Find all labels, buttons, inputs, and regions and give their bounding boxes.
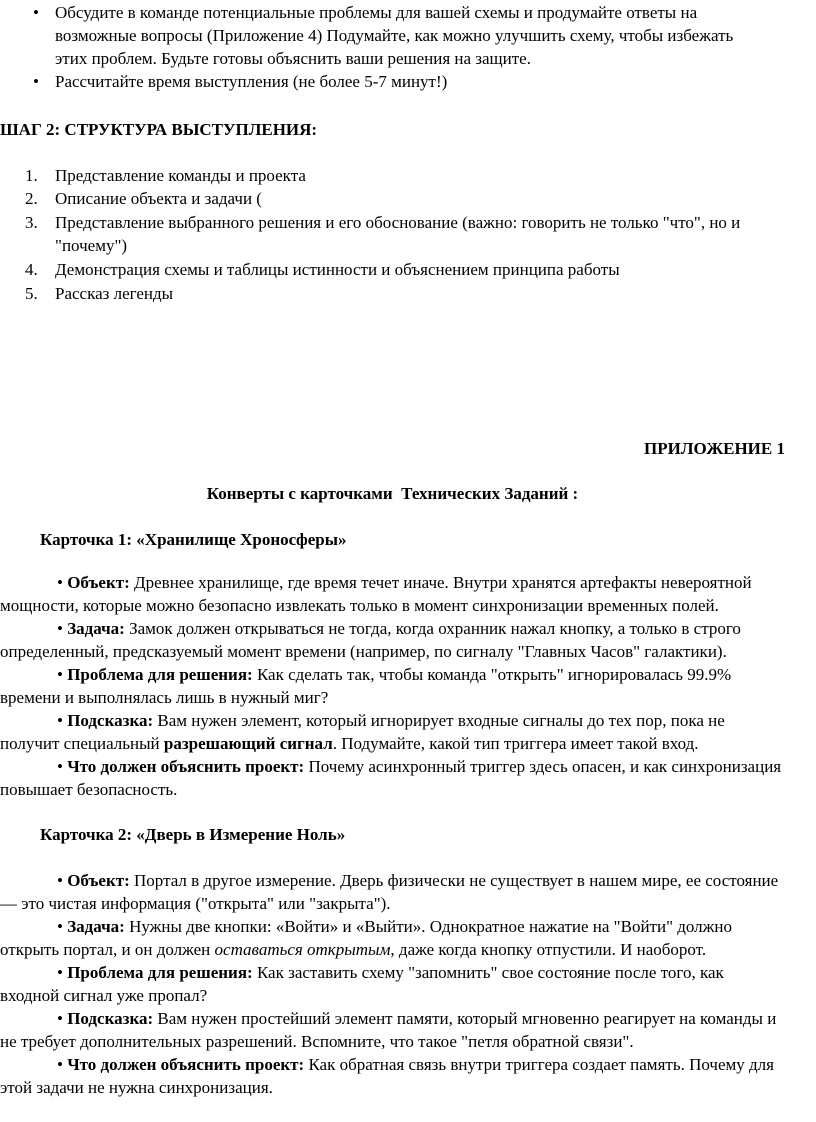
list-item <box>25 164 306 187</box>
card-item <box>0 961 724 1007</box>
item-text: Вам нужен элемент, который игнорирует входные сигналы до тех пор, пока не получит специальный <box>0 711 725 753</box>
item-text: Как сделать так, чтобы команда "открыть" игнорировалась 99.9% времени и выполнялась лишь в нужный миг? <box>0 665 732 707</box>
item-lead: Подсказка: <box>67 711 154 730</box>
item-text: . Подумайте, какой тип триггера имеет такой вход. <box>332 734 699 753</box>
card-item <box>0 1007 776 1053</box>
item-text: Почему асинхронный триггер здесь опасен, и как синхронизация повышает безопасность. <box>0 757 782 799</box>
item-lead: Задача: <box>67 917 125 936</box>
list-number: 2. <box>25 189 38 208</box>
appendix-subtitle: Конверты с карточками Технических Заданий : <box>206 484 579 503</box>
item-lead: Проблема для решения: <box>67 963 253 982</box>
bullet-marker: • <box>57 619 63 638</box>
item-lead: Объект: <box>67 573 130 592</box>
bullet-marker: • <box>57 917 63 936</box>
intro-bullet <box>33 1 734 70</box>
item-lead: Что должен объяснить проект: <box>67 1055 305 1074</box>
item-lead: Задача: <box>67 619 125 638</box>
list-item <box>25 211 741 257</box>
section-heading: ШАГ 2: СТРУКТУРА ВЫСТУПЛЕНИЯ: <box>0 120 318 139</box>
list-item <box>25 282 174 305</box>
bullet-text: Рассчитайте время выступления (не более 5-7 минут!) <box>55 72 448 91</box>
intro-bullet <box>33 70 448 93</box>
list-text: Представление команды и проекта <box>55 166 306 185</box>
bullet-text: Обсудите в команде потенциальные проблемы для вашей схемы и продумайте ответы на возможные вопросы (Приложение 4) Подумайте, как можно улучшить схему, чтобы избежать этих проблем. Будьте готовы объяснить ваши решения на защите. <box>55 3 734 68</box>
bullet-marker: • <box>57 665 63 684</box>
list-number: 3. <box>25 213 38 232</box>
bullet-marker: • <box>57 871 63 890</box>
list-item <box>25 258 620 281</box>
item-text: Вам нужен простейший элемент памяти, который мгновенно реагирует на команды и не требует дополнительных разрешений. Вспомните, что такое "петля обратной связи". <box>0 1009 777 1051</box>
bullet-marker: • <box>33 72 39 91</box>
bullet-marker: • <box>33 3 39 22</box>
list-text: Описание объекта и задачи ( <box>55 189 262 208</box>
list-text: Рассказ легенды <box>55 284 174 303</box>
list-text: Представление выбранного решения и его обоснование (важно: говорить не только "что", но и "почему") <box>55 213 741 255</box>
bullet-marker: • <box>57 1055 63 1074</box>
list-number: 5. <box>25 284 38 303</box>
card-item <box>0 663 731 709</box>
list-item <box>25 187 262 210</box>
card-item <box>0 617 741 663</box>
list-number: 1. <box>25 166 38 185</box>
card-item <box>0 571 752 617</box>
bullet-marker: • <box>57 963 63 982</box>
list-text: Демонстрация схемы и таблицы истинности и объяснением принципа работы <box>55 260 620 279</box>
card-title: Карточка 2: «Дверь в Измерение Ноль» <box>40 825 346 844</box>
item-lead: Подсказка: <box>67 1009 154 1028</box>
item-emphasis: разрешающий сигнал <box>163 734 333 753</box>
item-lead: Проблема для решения: <box>67 665 253 684</box>
card-item <box>0 755 781 801</box>
item-emphasis: оставаться открытым <box>214 940 391 959</box>
card-item <box>0 709 725 755</box>
card-item <box>0 869 778 915</box>
item-text: Портал в другое измерение. Дверь физически не существует в нашем мире, ее состояние — это чистая информация ("открыта" или "закрыта"). <box>0 871 779 913</box>
appendix-title: ПРИЛОЖЕНИЕ 1 <box>644 439 785 458</box>
item-text: Замок должен открываться не тогда, когда охранник нажал кнопку, а только в строго определенный, предсказуемый момент времени (например, по сигналу "Главных Часов" галактики). <box>0 619 741 661</box>
item-lead: Объект: <box>67 871 130 890</box>
item-text: Древнее хранилище, где время течет иначе. Внутри хранятся артефакты невероятной мощности, которые можно безопасно извлекать только в момент синхронизации временных полей. <box>0 573 752 615</box>
card-title: Карточка 1: «Хранилище Хроносферы» <box>40 530 347 549</box>
card-item <box>0 1053 774 1099</box>
item-text: , даже когда кнопку отпустили. И наоборот. <box>390 940 707 959</box>
item-text: Нужны две кнопки: «Войти» и «Выйти». Однократное нажатие на "Войти" должно открыть портал, и он должен <box>0 917 733 959</box>
item-lead: Что должен объяснить проект: <box>67 757 305 776</box>
item-text: Как обратная связь внутри триггера создает память. Почему для этой задачи не нужна синхронизация. <box>0 1055 774 1097</box>
bullet-marker: • <box>57 757 63 776</box>
bullet-marker: • <box>57 711 63 730</box>
card-item <box>0 915 732 961</box>
bullet-marker: • <box>57 1009 63 1028</box>
list-number: 4. <box>25 260 38 279</box>
bullet-marker: • <box>57 573 63 592</box>
item-text: Как заставить схему "запомнить" свое состояние после того, как входной сигнал уже пропал? <box>0 963 724 1005</box>
